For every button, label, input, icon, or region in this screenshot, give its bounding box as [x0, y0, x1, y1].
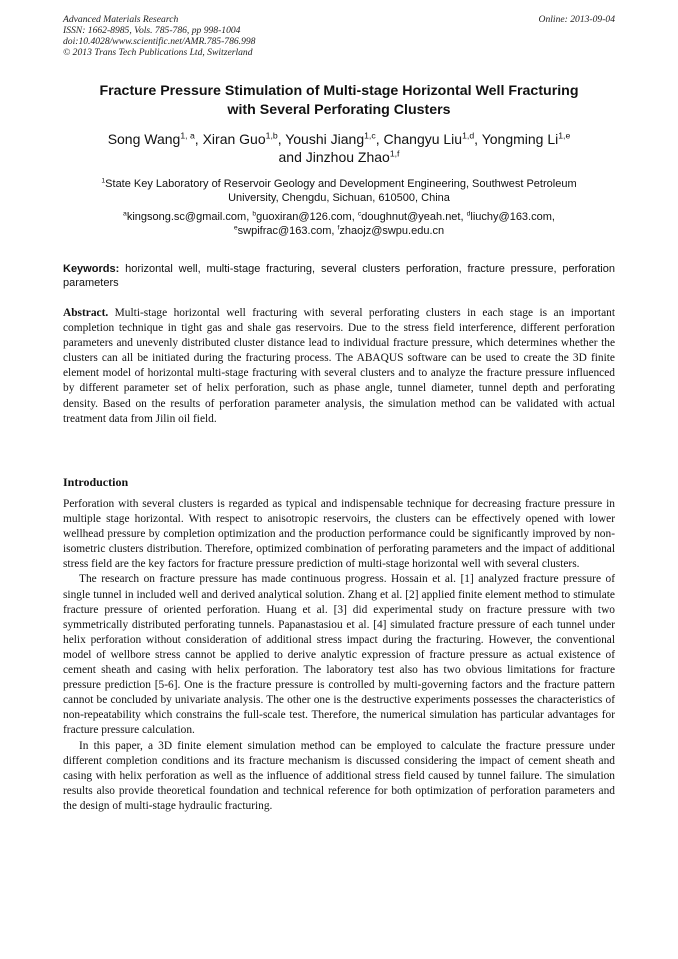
title-line-2: with Several Perforating Clusters	[227, 102, 451, 118]
email-mark: f	[337, 224, 340, 232]
author-affiliation-mark: 1,f	[389, 148, 400, 159]
section-heading-introduction: Introduction	[63, 475, 129, 489]
email-mark: d	[466, 210, 471, 218]
keywords-text: horizontal well, multi-stage fracturing, several clusters perforation, fracture pressure, perforation parameters	[63, 263, 615, 289]
abstract-label: Abstract.	[63, 307, 109, 319]
author-name: Xiran Guo	[202, 131, 266, 147]
author-affiliation-mark: 1, a	[180, 130, 195, 141]
author-affiliation-mark: 1,e	[558, 130, 571, 141]
email-address[interactable]: guoxiran@126.com	[256, 211, 352, 223]
paper-title	[60, 82, 618, 120]
author-name: Song Wang	[107, 131, 181, 147]
author-list: Song Wang$^{1, a}$, Xiran Guo$^{1,b}$, Youshi Jiang$^{1,c}$, Changyu Liu$^{1,d}$, Yongming Li$^{1,e}$ and Jinzhou Zhao$^{1,f}$	[107, 130, 571, 165]
author-name: Yongming Li	[481, 131, 559, 147]
email-mark: e	[233, 224, 238, 232]
intro-paragraph-1: Perforation with several clusters is regarded as typical and indispensable technique for decreasing fracture pressure in multiple stage horizontal. With respect to anisotropic reservoirs, the clusters can be effectively opened with lower wellhead pressure by completion optimization and the production performance could be significantly improved by non-isometric clusters distribution. Therefore, optimized combination of perforating parameters and the impact of additional stress field are the key factors for fracture pressure prediction of multi-stage horizontal well with several clusters.	[63, 498, 615, 571]
issn-line: ISSN: 1662-8985, Vols. 785-786, pp 998-1004	[63, 25, 241, 36]
author-affiliation-mark: 1,d	[462, 130, 475, 141]
email-address[interactable]: liuchy@163.com	[470, 211, 552, 223]
intro-paragraph-2: The research on fracture pressure has made continuous progress. Hossain et al. [1] analyzed fracture pressure of single tunnel in included well and derived analytical solution. Zhang et al. [2] applied finite element method to stimulate fracture pressure of oriented perforation. Huang et al. [3] did experimental study on fracture pressure with two symmetrically distributed perforating tunnels. Papanastasiou et al. [4] simulated fracture pressure of each tunnel under helix perforation without consideration of additional stress impact during the fracturing. However, the conventional model of wellbore stress cannot be applied to derive analytic expression of fracture pressure as actual existence of cement sheath and casing with helix perforation. The laboratory test also has two obvious limitations for fracture pressure prediction [5-6]. One is the fracture pressure is controlled by multi-governing factors and the fracture pattern cannot be concluded by univariate analysis. The other one is the destructive experiments possesses the characteristics of non-repeatability which constrains the full-scale test. Therefore, the numerical simulation has particular advantages for fracture pressure calculation.	[63, 573, 615, 737]
author-affiliation-mark: 1,b	[265, 130, 278, 141]
keywords	[63, 262, 615, 290]
affiliation	[63, 177, 615, 205]
email-address[interactable]: doughnut@yeah.net	[361, 211, 461, 223]
affiliation-line-1: State Key Laboratory of Reservoir Geology and Development Engineering, Southwest Petroleum	[105, 178, 577, 190]
affiliation-mark: 1	[101, 177, 106, 185]
email-address[interactable]: zhaojz@swpu.edu.cn	[339, 225, 445, 237]
email-mark: a	[123, 210, 127, 218]
journal-name: Advanced Materials Research	[63, 14, 179, 25]
doi-line: doi:10.4028/www.scientific.net/AMR.785-786.998	[63, 36, 256, 47]
introduction-body	[63, 497, 615, 814]
online-date: Online: 2013-09-04	[538, 14, 615, 25]
email-mark: c	[357, 210, 362, 218]
title-line-1: Fracture Pressure Stimulation of Multi-stage Horizontal Well Fracturing	[99, 83, 579, 99]
author-affiliation-mark: 1,c	[364, 130, 376, 141]
intro-paragraph-3: In this paper, a 3D finite element simulation method can be employed to calculate the fracture pressure under different completion conditions and its fracture mechanism is discussed considering the impact of cement sheath and casing with helix perforation as well as the influence of additional stress field caused by tunnel failure. The simulation results also provide theoretical foundation and technical reference for both optimization of perforation parameters and the design of multi-stage hydraulic fracturing.	[63, 739, 615, 812]
author-name: Youshi Jiang	[285, 131, 365, 147]
email-mark: b	[252, 210, 257, 218]
publication-metadata	[63, 14, 255, 58]
affiliation-line-2: University, Chengdu, Sichuan, 610500, China	[228, 192, 450, 204]
author-name: Jinzhou Zhao	[305, 149, 390, 165]
author-name: Changyu Liu	[383, 131, 463, 147]
email-address[interactable]: kingsong.sc@gmail.com	[126, 211, 247, 223]
abstract	[63, 306, 615, 427]
email-address[interactable]: swpifrac@163.com	[237, 225, 332, 237]
keywords-label: Keywords:	[63, 263, 120, 275]
authors-conjunction: and	[278, 149, 302, 165]
abstract-text: Multi-stage horizontal well fracturing with several perforating clusters in each stage is an important completion technique in tight gas and shale gas reservoirs. Due to the stress field interference, different perforation parameters and unevenly distributed cluster distance lead to individual fracture pressure, which determines whether the clusters can all be initiated during the fracturing process. The ABAQUS software can be used to create the 3D finite element model of horizontal multi-stage fracturing with several clusters and to analyze the fracture pressure influenced by different parameter set of helix perforation, such as phase angle, tunnel diameter, tunnel depth and perforating density. Based on the results of perforation parameter analysis, the simulation method can be validated with actual treatment data from Jilin oil field.	[63, 307, 615, 425]
copyright-line: © 2013 Trans Tech Publications Ltd, Switzerland	[63, 47, 253, 58]
email-list: $^a$kingsong.sc@gmail.com, $^b$guoxiran@126.com, $^c$doughnut@yeah.net, $^d$liuchy@163.com, $^e$swpifrac@163.com, $^f$zhaojz@swpu.edu.cn	[123, 210, 555, 237]
